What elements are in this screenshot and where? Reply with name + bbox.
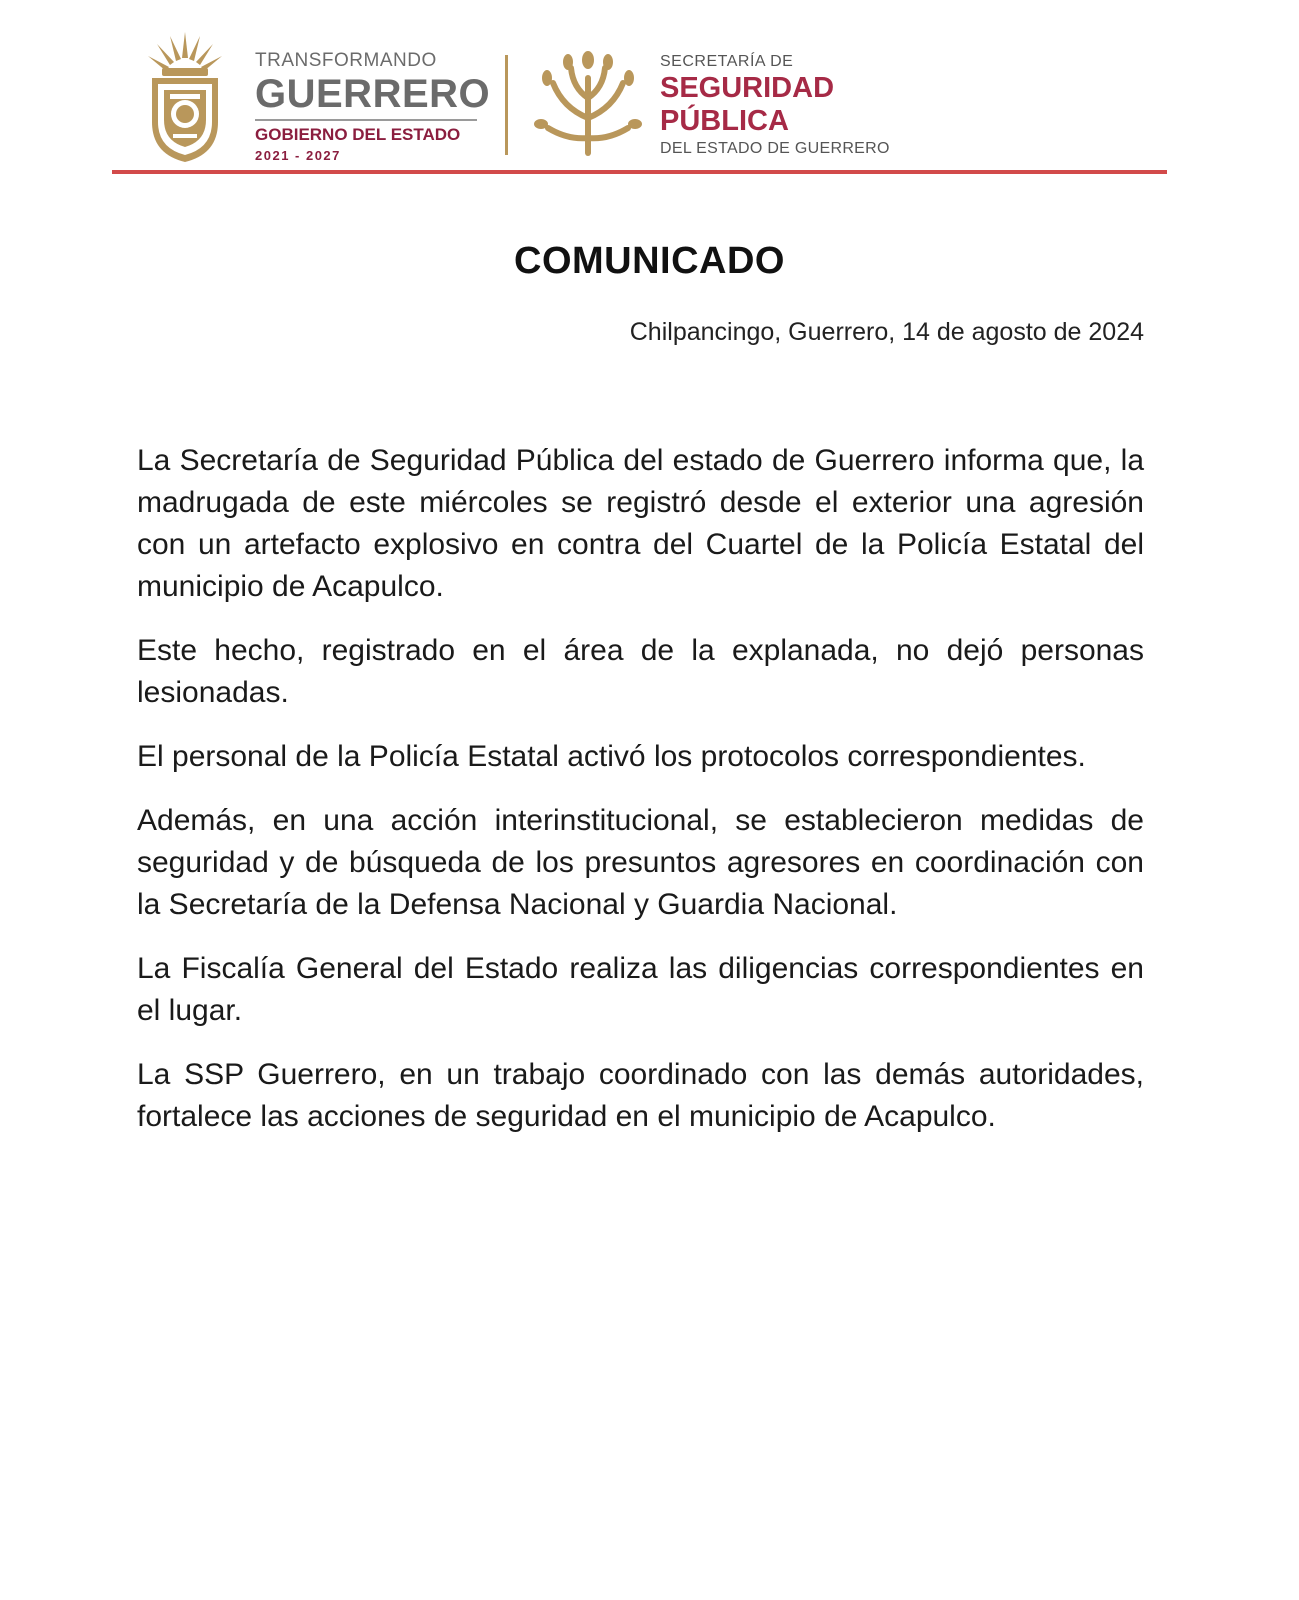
paragraph: La Fiscalía General del Estado realiza las diligencias correspondientes en el lugar.: [137, 952, 1144, 1027]
gov-state-name: GUERRERO: [255, 72, 491, 116]
logo-divider: [505, 55, 508, 155]
ssp-name-line1: SEGURIDAD: [660, 72, 835, 104]
ssp-secretariat-label: SECRETARÍA DE: [660, 53, 794, 70]
gov-slogan: TRANSFORMANDO: [255, 50, 437, 71]
letterhead: [0, 0, 1299, 185]
paragraph: La SSP Guerrero, en un trabajo coordinado con las demás autoridades, fortalece las acciones de seguridad en el municipio de Acapulco.: [137, 1058, 1144, 1133]
header-rule: [112, 170, 1167, 174]
ssp-name-line2: PÚBLICA: [660, 105, 789, 137]
paragraph: Además, en una acción interinstitucional, se establecieron medidas de seguridad y de búsqueda de los presuntos agresores en coordinación con la Secretaría de la Defensa Nacional y Guardia Nacional.: [137, 804, 1144, 921]
ssp-logo-text: [660, 52, 960, 160]
tree-emblem-icon: [533, 48, 643, 158]
guerrero-state-seal-icon: [140, 30, 230, 166]
gov-logo-rule: [255, 119, 477, 121]
ssp-state-label: DEL ESTADO DE GUERRERO: [660, 140, 890, 157]
document-body: [137, 440, 1144, 1160]
gov-entity-label: GOBIERNO DEL ESTADO: [255, 125, 461, 144]
gov-term-years: 2021 - 2027: [255, 148, 341, 163]
paragraph: Este hecho, registrado en el área de la explanada, no dejó personas lesionadas.: [137, 634, 1144, 709]
gov-logo-text: [255, 50, 495, 167]
paragraph: El personal de la Policía Estatal activó los protocolos correspondientes.: [137, 740, 1086, 773]
document-title: COMUNICADO: [514, 240, 785, 282]
paragraph: La Secretaría de Seguridad Pública del estado de Guerrero informa que, la madrugada de este miércoles se registró desde el exterior una agresión con un artefacto explosivo en contra del Cuartel de la Policía Estatal del municipio de Acapulco.: [137, 444, 1144, 603]
dateline: Chilpancingo, Guerrero, 14 de agosto de 2024: [629, 318, 1144, 346]
